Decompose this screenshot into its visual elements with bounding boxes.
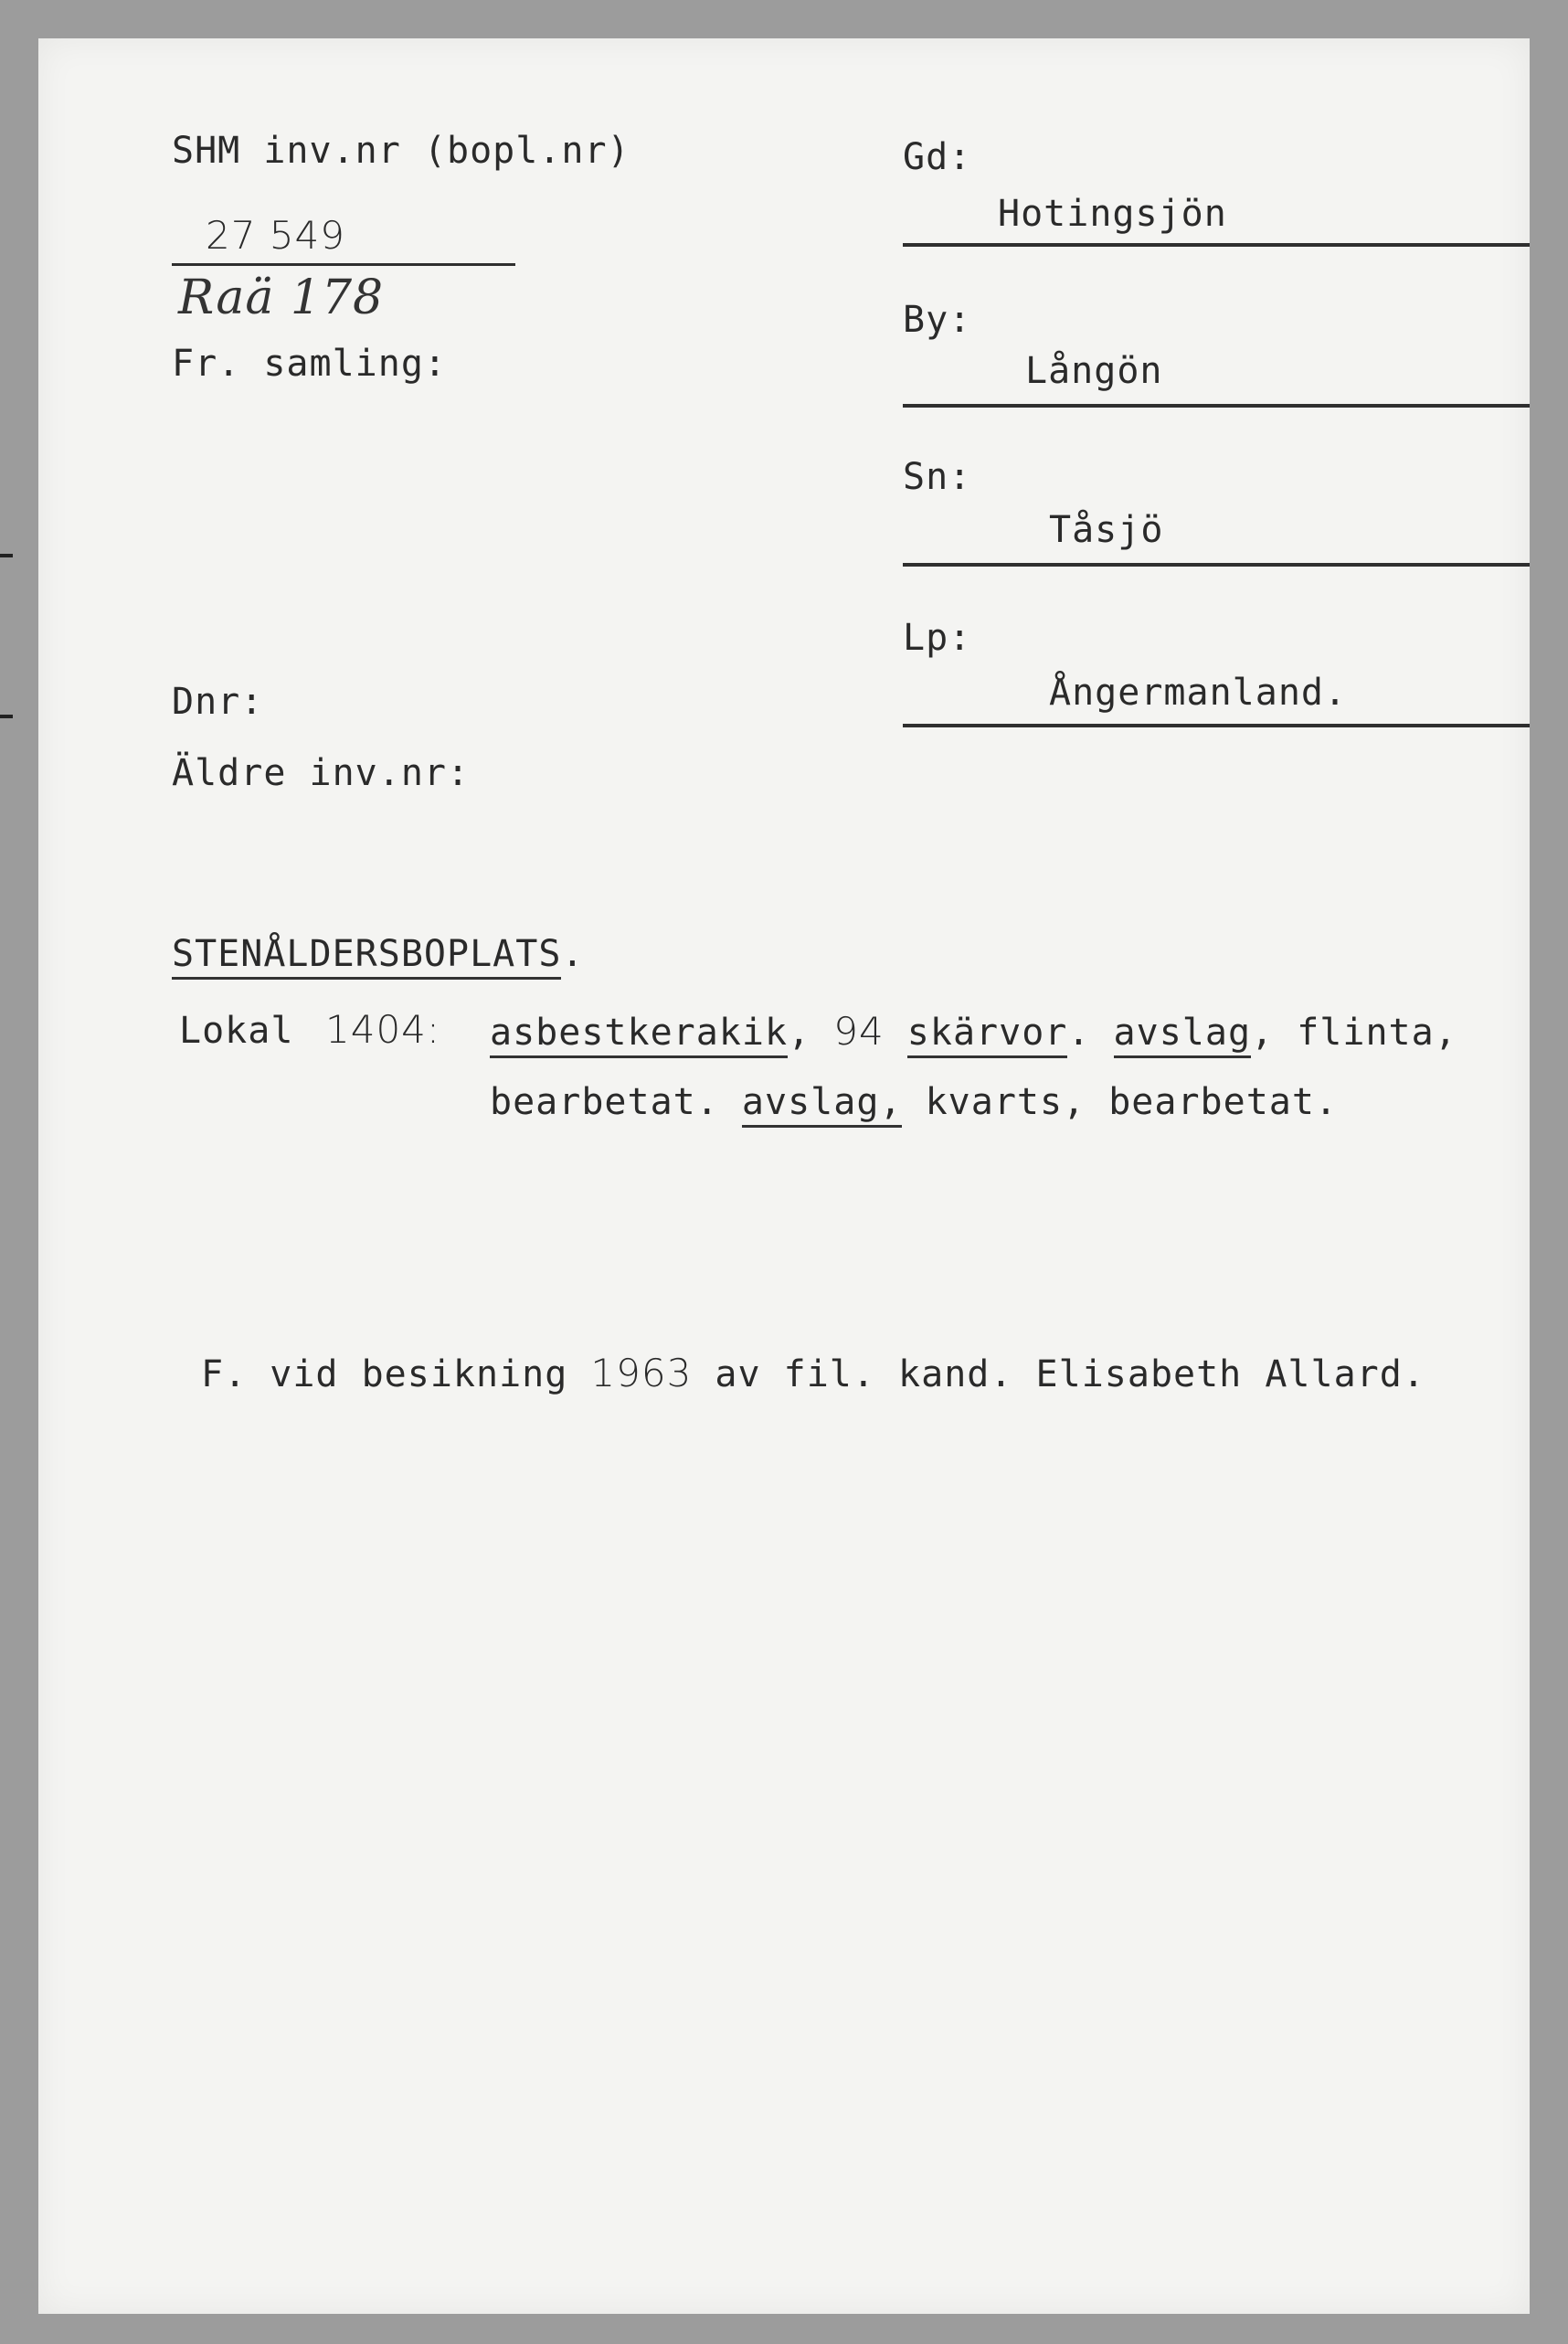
sn-value: Tåsjö [1049, 509, 1164, 551]
find-line-2 [490, 1081, 1339, 1123]
inv-number-rule [172, 263, 515, 266]
separator [885, 1012, 907, 1054]
lp-rule [903, 724, 1530, 727]
site-type-text: STENÅLDERSBOPLATS [172, 933, 561, 980]
gd-value: Hotingsjön [998, 193, 1227, 235]
finder-year: 1963 [590, 1351, 693, 1395]
find-line-1 [490, 1009, 1457, 1054]
lokal-label: Lokal [179, 1010, 294, 1052]
find-kvarts: kvarts, bearbetat. [902, 1081, 1339, 1123]
sn-label: Sn: [903, 456, 972, 498]
by-label: By: [903, 299, 972, 341]
by-value: Långön [1025, 350, 1163, 392]
fr-samling-label: Fr. samling: [172, 343, 447, 385]
find-avslag-2: avslag, [742, 1081, 903, 1128]
raa-number: Raä 178 [178, 270, 385, 325]
separator: . [1067, 1012, 1114, 1054]
find-avslag: avslag [1114, 1012, 1252, 1058]
separator: , [788, 1012, 834, 1054]
find-asbestkeramik: asbestkerakik [490, 1012, 788, 1058]
lp-label: Lp: [903, 617, 972, 659]
gd-rule [903, 243, 1530, 247]
by-rule [903, 404, 1530, 408]
find-skarvor: skärvor [907, 1012, 1068, 1058]
finder-note-post: av fil. kand. Elisabeth Allard. [692, 1353, 1425, 1395]
find-bearbetat: bearbetat. [490, 1081, 742, 1123]
site-type-period: . [561, 933, 585, 975]
lp-value: Ångermanland. [1049, 672, 1348, 714]
edge-mark [0, 715, 13, 718]
find-flinta: , flinta, [1251, 1012, 1457, 1054]
find-count: 94 [833, 1009, 885, 1054]
lokal-number: 1404: [325, 1007, 441, 1052]
dnr-label: Dnr: [172, 681, 264, 723]
edge-mark [0, 554, 13, 557]
gd-label: Gd: [903, 136, 972, 178]
sn-rule [903, 563, 1530, 567]
finder-note-pre: F. vid besikning [201, 1353, 591, 1395]
aldre-inv-label: Äldre inv.nr: [172, 752, 471, 794]
inv-number: 27 549 [206, 213, 345, 258]
inv-label: SHM inv.nr (bopl.nr) [172, 130, 630, 172]
finder-note [201, 1351, 1425, 1395]
site-type-heading [172, 933, 585, 975]
